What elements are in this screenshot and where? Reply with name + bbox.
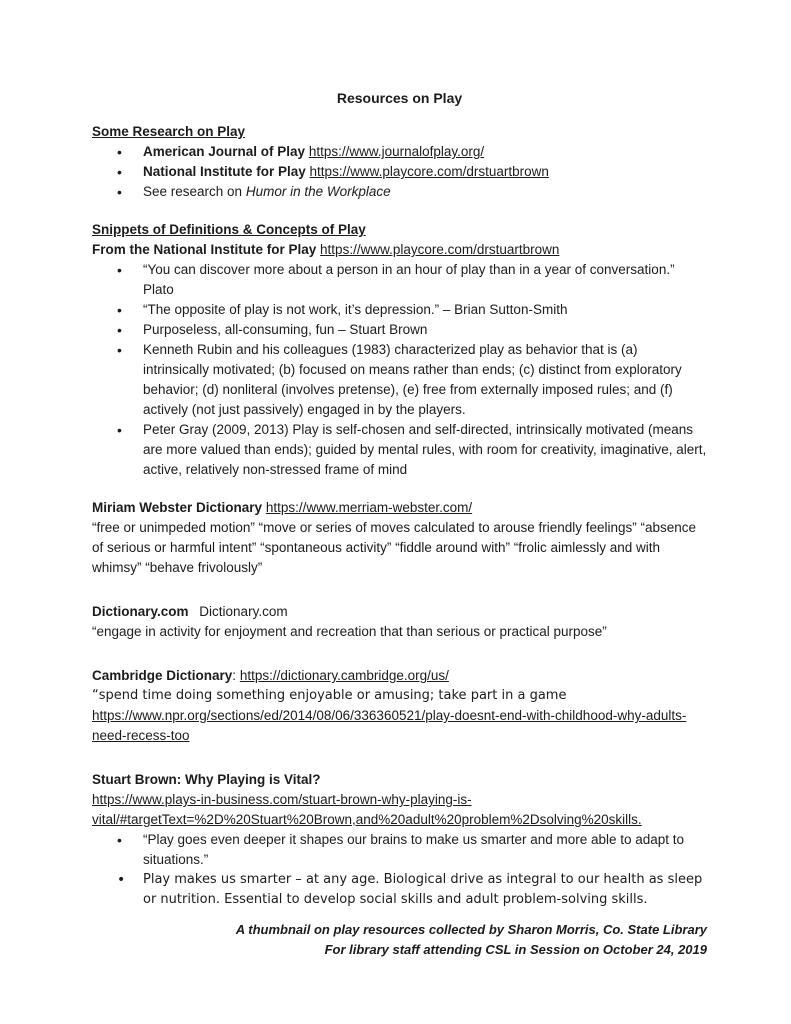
institute-name-label: National Institute for Play [143, 164, 306, 179]
plato-quote-text: “You can discover more about a person in an hour of play than in a year of conversation.” Plato [143, 262, 675, 297]
stuart-brown-definition-text: Purposeless, all-consuming, fun – Stuart Brown [143, 322, 428, 337]
list-item-peter-gray [92, 420, 707, 480]
snippets-source-line [92, 240, 707, 260]
source-label: From the National Institute for Play [92, 242, 317, 257]
see-research-text: See research on [143, 184, 243, 199]
sutton-smith-quote-text: “The opposite of play is not work, it’s depression.” – Brian Sutton-Smith [143, 302, 568, 317]
list-item-sutton-smith-quote [92, 300, 707, 320]
webster-heading: Miriam Webster Dictionary [92, 500, 263, 515]
playcore-link[interactable]: https://www.playcore.com/drstuartbrown [309, 164, 549, 179]
snippets-list [92, 260, 707, 480]
research-list [92, 142, 707, 202]
journal-name-label: American Journal of Play [143, 144, 306, 159]
list-item-stuart-brown-definition [92, 320, 707, 340]
stuart-brown-heading: Stuart Brown: Why Playing is Vital? [92, 772, 321, 787]
play-makes-smarter-text: Play makes us smarter – at any age. Biological drive as integral to our health as sleep or nutrition. Essential to develop social skills and adult problem-solving skills. [143, 872, 703, 907]
stuart-brown-heading-line [92, 770, 707, 790]
page-title: Resources on Play [336, 90, 463, 106]
npr-link-line [92, 706, 707, 746]
plays-in-business-link-line [92, 790, 707, 830]
dictionary-com-definition: “engage in activity for enjoyment and recreation that than serious or practical purpose” [92, 624, 607, 639]
kenneth-rubin-text: Kenneth Rubin and his colleagues (1983) characterized play as behavior that is (a) intrinsically motivated; (b) focused on means rather than ends; (c) distinct from exploratory behavior; (d) nonliteral (involves pretense), (e) free from externally imposed rules; and (f) actively (not just passively) engaged in by the players. [143, 342, 682, 417]
plays-in-business-link[interactable]: https://www.plays-in-business.com/stuart-brown-why-playing-is-vital/#targetText=%2D%20Stuart%20Brown,and%20adult%20problem%2Dsolving%20skills. [92, 792, 642, 827]
journal-of-play-link[interactable]: https://www.journalofplay.org/ [308, 144, 485, 159]
document-footer [92, 920, 707, 960]
dictionary-com-heading-line [92, 602, 707, 622]
list-item-play-goes-deeper [92, 830, 707, 870]
list-item-kenneth-rubin [92, 340, 707, 420]
dictionary-com-heading: Dictionary.com [92, 604, 189, 619]
footer-credit-line: A thumbnail on play resources collected by Sharon Morris, Co. State Library [235, 922, 707, 937]
list-item-see-research [92, 182, 707, 202]
webster-heading-line [92, 498, 707, 518]
list-item-national-institute [92, 162, 707, 182]
cambridge-heading: Cambridge Dictionary [92, 668, 233, 683]
humor-workplace-title: Humor in the Workplace [245, 184, 391, 199]
play-goes-deeper-text: “Play goes even deeper it shapes our brains to make us smarter and more able to adapt to situations.” [143, 832, 685, 867]
footer-event-line: For library staff attending CSL in Session on October 24, 2019 [324, 942, 707, 957]
merriam-webster-link[interactable]: https://www.merriam-webster.com/ [265, 500, 473, 515]
section-heading-some-research: Some Research on Play [92, 124, 246, 139]
section-heading-snippets: Snippets of Definitions & Concepts of Play [92, 222, 366, 237]
peter-gray-text: Peter Gray (2009, 2013) Play is self-chosen and self-directed, intrinsically motivated (means are more valued than ends); guided by mental rules, with room for creativity, imaginative, alert, active, relatively non-stressed frame of mind [143, 422, 707, 477]
webster-definitions: “free or unimpeded motion” “move or series of moves calculated to arouse friendly feelings” “absence of serious or harmful intent” “spontaneous activity” “fiddle around with” “frolic aimlessly and with whimsy” “behave frivolously” [92, 520, 697, 575]
cambridge-colon: : [232, 668, 237, 683]
cambridge-definition: “spend time doing something enjoyable or amusing; take part in a game [92, 688, 567, 703]
playcore-link-2[interactable]: https://www.playcore.com/drstuartbrown [320, 242, 560, 257]
npr-article-link[interactable]: https://www.npr.org/sections/ed/2014/08/06/336360521/play-doesnt-end-with-childhood-why-adults-need-recess-too [92, 708, 687, 743]
cambridge-heading-line [92, 666, 707, 686]
cambridge-link[interactable]: https://dictionary.cambridge.org/us/ [239, 668, 449, 683]
stuart-brown-list [92, 830, 707, 910]
dictionary-com-suffix: Dictionary.com [199, 604, 288, 619]
list-item-plato-quote [92, 260, 707, 300]
list-item-play-makes-smarter [92, 870, 707, 910]
list-item-american-journal [92, 142, 707, 162]
